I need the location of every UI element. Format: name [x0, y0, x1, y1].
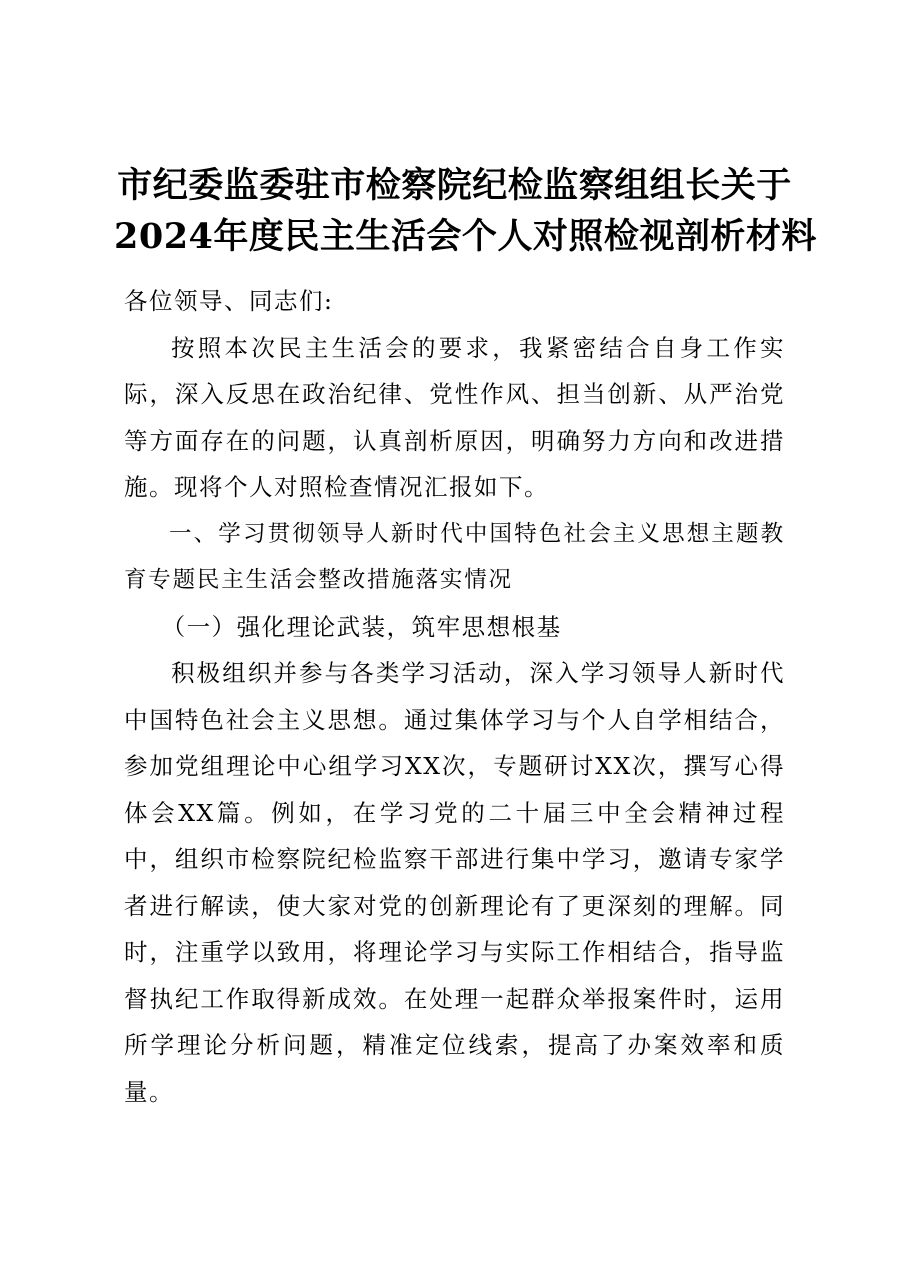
section-heading-1: 一、学习贯彻领导人新时代中国特色社会主义思想主题教育专题民主生活会整改措施落实情况 [124, 520, 785, 593]
title-line-1: 市纪委监委驻市检察院纪检监察组组长关于 [117, 165, 792, 206]
intro-paragraph: 按照本次民主生活会的要求，我紧密结合自身工作实际，深入反思在政治纪律、党性作风、担当创新、从严治党等方面存在的问题，认真剖析原因，明确努力方向和改进措施。现将个人对照检查情况汇报如下。 [124, 333, 785, 501]
subsection-paragraph-1: 积极组织并参与各类学习活动，深入学习领导人新时代中国特色社会主义思想。通过集体学习与个人自学相结合，参加党组理论中心组学习XX次，专题研讨XX次，撰写心得体会XX篇。例如，在学习党的二十届三中全会精神过程中，组织市检察院纪检监察干部进行集中学习，邀请专家学者进行解读，使大家对党的创新理论有了更深刻的理解。同时，注重学以致用，将理论学习与实际工作相结合，指导监督执纪工作取得新成效。在处理一起群众举报案件时，运用所学理论分析问题，精准定位线索，提高了办案效率和质量。 [124, 659, 785, 1106]
document-title [114, 160, 817, 262]
document-body [124, 278, 785, 1115]
salutation: 各位领导、同志们: [124, 287, 334, 315]
subsection-heading-1: （一）强化理论武装，筑牢思想根基 [161, 612, 562, 641]
title-line-2: 2024年度民主生活会个人对照检视剖析材料 [114, 216, 817, 257]
